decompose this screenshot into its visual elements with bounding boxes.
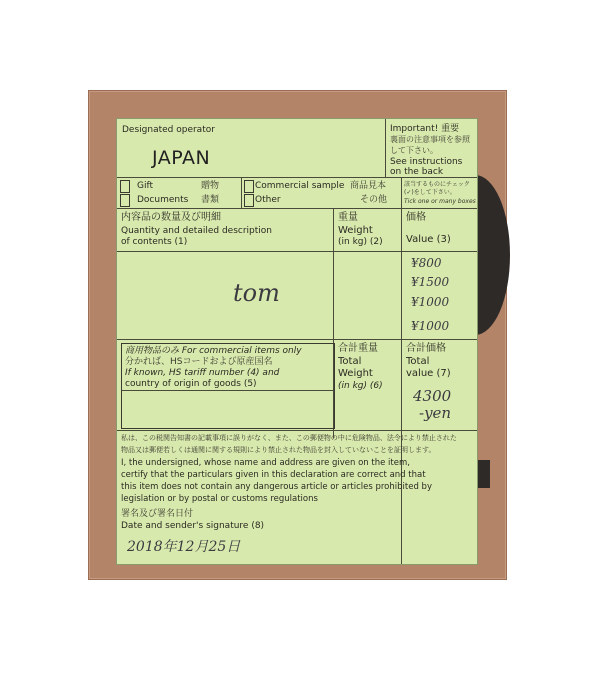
handwritten-signature-date: 2018年12月25日 xyxy=(127,539,241,555)
commercial-sample-checkbox[interactable] xyxy=(244,180,254,193)
important-label: Important! 重要 xyxy=(390,124,460,134)
documents-label-jp: 書類 xyxy=(201,195,220,205)
country-name: JAPAN xyxy=(152,147,211,169)
gift-label-jp: 贈物 xyxy=(201,181,220,191)
designated-operator-label: Designated operator xyxy=(122,125,215,135)
on-the-back: on the back xyxy=(390,167,444,177)
total-weight-label-jp: 合計重量 xyxy=(338,343,378,354)
total-value-label-jp: 合計価格 xyxy=(406,343,446,354)
tick-instruction-en: Tick one or many boxes xyxy=(404,198,476,205)
other-label-jp: その他 xyxy=(360,195,388,205)
handwritten-value-3: ¥1000 xyxy=(411,295,450,309)
handwritten-total-currency: -yen xyxy=(419,404,452,422)
country-origin-label: country of origin of goods (5) xyxy=(125,379,257,389)
declaration-en-1: I, the undersigned, whose name and address are given on the item, xyxy=(121,458,410,468)
weight-unit-label: (in kg) (2) xyxy=(338,237,383,247)
declaration-jp-1: 私は、この税関告知書の記載事項に誤りがなく、また、この郵便物の中に危険物品、法令により禁止された xyxy=(121,434,457,442)
tick-instruction-jp-2: (✓)をして下さい。 xyxy=(404,189,456,196)
value-label-en: Value (3) xyxy=(406,234,451,245)
declaration-en-3: this item does not contain any dangerous article or articles prohibited by xyxy=(121,482,432,492)
gift-label: Gift xyxy=(137,181,154,191)
declaration-en-4: legislation or by postal or customs regulations xyxy=(121,494,318,504)
handwritten-description: tom xyxy=(233,279,280,307)
hs-code-label-jp: 分かれば、HSコードおよび原産国名 xyxy=(125,357,273,367)
other-checkbox[interactable] xyxy=(244,194,254,207)
signature-label-en: Date and sender's signature (8) xyxy=(121,521,265,531)
total-value-label-en-2: value (7) xyxy=(406,368,451,379)
documents-checkbox[interactable] xyxy=(120,194,130,207)
value-label-jp: 価格 xyxy=(406,212,426,223)
commercial-sample-label-jp: 商品見本 xyxy=(350,181,387,191)
weight-label-jp: 重量 xyxy=(338,212,358,223)
dark-tab xyxy=(476,460,490,488)
signature-label-jp: 署名及び署名日付 xyxy=(121,509,194,519)
total-weight-label-en: Total xyxy=(338,356,362,367)
declaration-jp-2: 物品又は郵便若しくは通関に関する規則により禁止された物品を封入していないことを証明します。 xyxy=(121,446,436,454)
contents-label-en-2: of contents (1) xyxy=(121,237,188,247)
hs-tariff-label: If known, HS tariff number (4) and xyxy=(125,368,280,378)
weight-label-en: Weight xyxy=(338,225,373,236)
total-value-label-en: Total xyxy=(406,356,430,367)
important-jp-1: 裏面の注意事項を参照 xyxy=(390,135,470,144)
gift-checkbox[interactable] xyxy=(120,180,130,193)
total-weight-unit-label: (in kg) (6) xyxy=(338,381,383,391)
total-weight-label-en-2: Weight xyxy=(338,368,373,379)
customs-declaration-form xyxy=(116,118,478,565)
documents-label: Documents xyxy=(137,195,189,205)
handwritten-value-4: ¥1000 xyxy=(411,319,450,333)
other-label: Other xyxy=(255,195,281,205)
handwritten-value-2: ¥1500 xyxy=(411,275,450,289)
tick-instruction-jp: 該当するものにチェック xyxy=(404,181,470,188)
contents-label-en: Quantity and detailed description xyxy=(121,226,272,236)
commercial-sample-label: Commercial sample xyxy=(255,181,345,191)
important-jp-2: して下さい。 xyxy=(390,146,438,155)
commercial-only-label: 商用物品のみ For commercial items only xyxy=(125,346,302,356)
handwritten-value-1: ¥800 xyxy=(411,256,442,270)
handwritten-total-value: 4300 xyxy=(413,387,452,405)
declaration-en-2: certify that the particulars given in this declaration are correct and that xyxy=(121,470,426,480)
contents-label-jp: 内容品の数量及び明細 xyxy=(121,212,221,223)
see-instructions: See instructions xyxy=(390,157,463,167)
